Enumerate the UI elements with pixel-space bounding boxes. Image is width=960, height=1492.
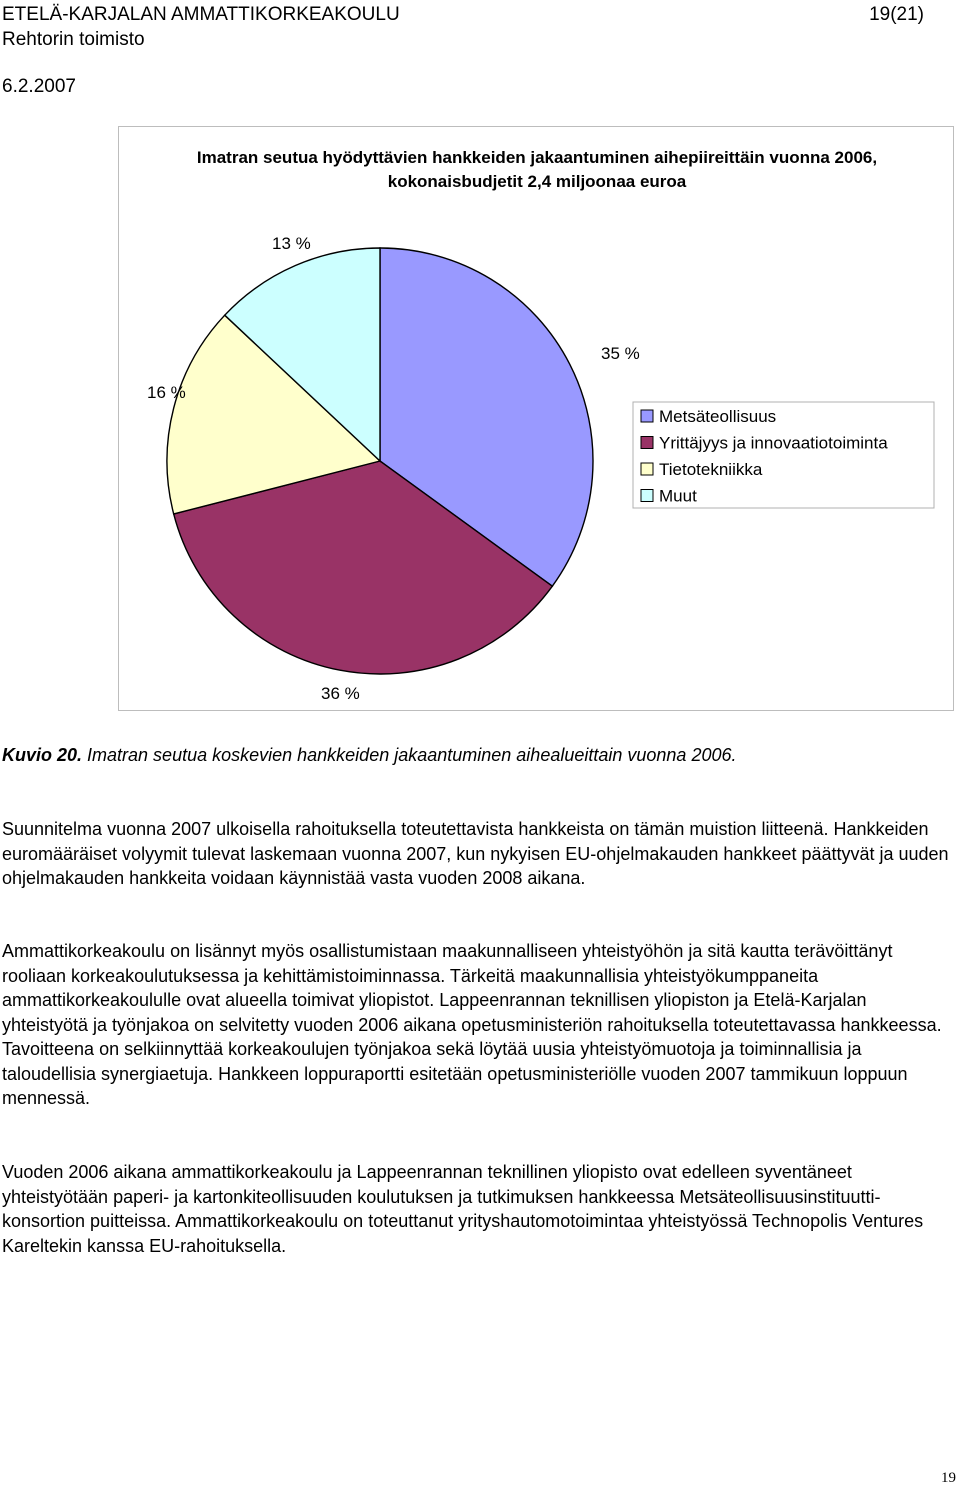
paragraph-1: Suunnitelma vuonna 2007 ulkoisella rahoituksella toteutettavista hankkeista on tämän muistion liitteenä. Hankkeiden euromääräiset volyymit tulevat laskemaan vuonna 2007, kun nykyisen EU-ohjelmakauden hankkeet päättyvät ja uuden ohjelmakauden hankkeita voidaan käynnistää vasta vuoden 2008 aikana. <box>2 819 949 888</box>
pie-chart <box>119 127 953 710</box>
chart-title: Imatran seutua hyödyttävien hankkeiden jakaantuminen aihepiireittäin vuonna 2006, <box>196 148 878 167</box>
page-number: 19 <box>941 1470 956 1486</box>
chart-frame <box>118 126 954 711</box>
legend-label-2: Yrittäjyys ja innovaatiotoiminta <box>659 433 888 453</box>
legend-label-1: Metsäteollisuus <box>659 407 777 426</box>
legend-swatch-4 <box>641 490 653 502</box>
slice-value-label-1: 35 % <box>601 344 640 363</box>
legend-swatch-1 <box>641 410 653 422</box>
legend-label-4: Muut <box>659 486 697 506</box>
slice-value-label-3: 16 % <box>147 383 186 402</box>
header-office: Rehtorin toimisto <box>2 29 145 50</box>
figure-caption <box>2 743 902 767</box>
legend-swatch-2 <box>641 437 653 449</box>
slice-value-label-2: 36 % <box>321 684 360 703</box>
header-page-of: 19(21) <box>869 4 924 25</box>
pie-slices <box>167 248 593 674</box>
header-date: 6.2.2007 <box>2 76 76 97</box>
caption-label: Kuvio 20. <box>2 745 83 765</box>
chart-legend <box>633 402 934 508</box>
paragraph-2: Ammattikorkeakoulu on lisännyt myös osallistumistaan maakunnalliseen yhteistyöhön ja sitä kautta terävöittänyt rooliaan korkeakoulutuksessa ja kehittämistoiminnassa. Tärkeitä maakunnallisia yhteistyökumppaneita ammattikorkeakoululle ovat alueella toimivat yliopistot. Lappeenrannan teknillisen yliopiston ja Etelä-Karjalan yhteistyötä ja työnjakoa on selvitetty vuoden 2006 aikana opetusministeriön rahoituksella toteutettavassa hankkeessa. Tavoitteena on selkiinnyttää korkeakoulujen työnjakoa sekä löytää uusia yhteistyömuotoja ja toiminnallisia ja taloudellisia synergiaetuja. Hankkeen loppuraportti esitetään opetusministeriölle vuoden 2007 tammikuun loppuun mennessä. <box>2 941 942 1108</box>
header-org: ETELÄ-KARJALAN AMMATTIKORKEAKOULU <box>2 4 400 25</box>
legend-label-3: Tietotekniikka <box>659 460 763 479</box>
slice-value-label-4: 13 % <box>272 234 311 253</box>
caption-text: Imatran seutua koskevien hankkeiden jakaantuminen aihealueittain vuonna 2006. <box>82 745 737 765</box>
legend-swatch-3 <box>641 463 653 475</box>
paragraph-3: Vuoden 2006 aikana ammattikorkeakoulu ja Lappeenrannan teknillinen yliopisto ovat edelleen syventäneet yhteistyötään paperi- ja kartonkiteollisuuden koulutuksen ja tutkimuksen hankkeessa Metsäteollisuusinstituutti-konsortion puitteissa. Ammattikorkeakoulu on toteuttanut yrityshautomotoimintaa yhteistyössä Technopolis Ventures Kareltekin kanssa EU-rahoituksella. <box>2 1162 924 1256</box>
chart-subtitle: kokonaisbudjetit 2,4 miljoonaa euroa <box>387 172 687 191</box>
